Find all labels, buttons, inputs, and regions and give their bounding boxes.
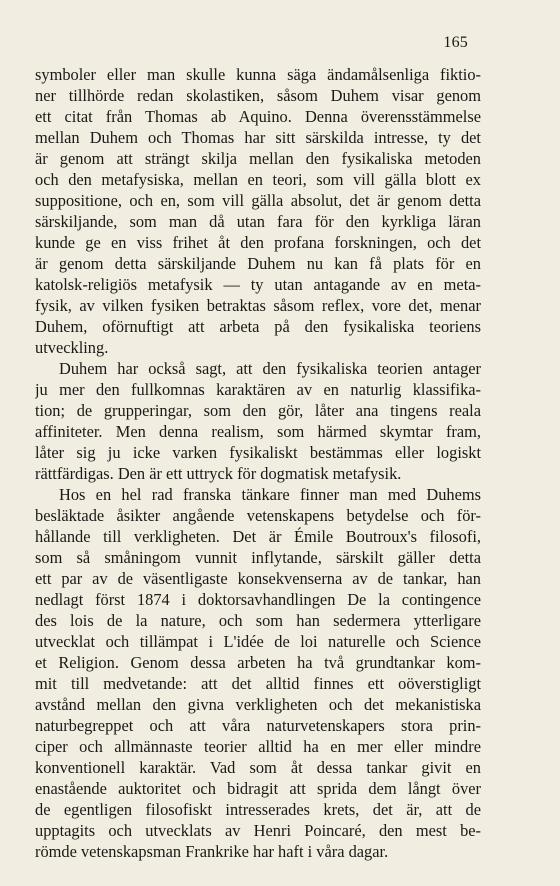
text-line: mit till medvetande: att det alltid finnes ett oöverstigligt [35, 674, 481, 693]
text-line: rättfärdigas. Den är ett uttryck för dogmatisk metafysik. [35, 464, 402, 483]
text-line: kunde ge en viss frihet åt den profana forskningen, och det [35, 233, 481, 252]
text-line: utvecklat och tillämpat i L'idée de loi naturelle och Science [35, 632, 481, 651]
text-line: låter sig ju icke varken fysikaliskt bestämmas eller logiskt [35, 443, 481, 462]
text-line: römde vetenskapsman Frankrike har haft i våra dagar. [35, 842, 389, 861]
text-line: som så småningom vunnit inflytande, särskilt gäller detta [35, 548, 481, 567]
text-line: fysik, av vilken fysiken betraktas såsom reflex, vore det, menar [35, 296, 481, 315]
body-text [35, 64, 481, 862]
text-line: ju mer den fullkomnas karaktären av en naturlig klassifika- [35, 380, 481, 399]
text-line: ett par av de väsentligaste konsekvenserna av de tankar, han [35, 569, 481, 588]
text-line: upptagits och utvecklats av Henri Poincaré, den mest be- [35, 821, 481, 840]
text-line: Hos en hel rad franska tänkare finner man med Duhems [59, 485, 481, 504]
text-line: affiniteter. Men denna realism, som härmed skymtar fram, [35, 422, 481, 441]
text-line: mellan Duhem och Thomas har sitt särskilda intresse, ty det [35, 128, 481, 147]
text-line: nedlagt först 1874 i doktorsavhandlingen De la contingence [35, 590, 481, 609]
text-line: är genom detta särskiljande Duhem nu kan få plats för en [35, 254, 481, 273]
text-line: hållande till verkligheten. Det är Émile Boutroux's filosofi, [35, 527, 481, 546]
text-line: et Religion. Genom dessa arbeten ha två grundtankar kom- [35, 653, 481, 672]
text-line: särskiljande, som man då utan fara för den kyrkliga läran [35, 212, 481, 231]
text-line: Duhem, oförnuftigt att arbeta på den fysikaliska teoriens [35, 317, 481, 336]
text-line: ner tillhörde redan skolastiken, såsom Duhem visar genom [35, 86, 481, 105]
text-line: Duhem har också sagt, att den fysikaliska teorien antager [59, 359, 481, 378]
text-line: des lois de la nature, och som han sedermera ytterligare [35, 611, 481, 630]
text-line: tion; de grupperingar, som den gör, låter ana tingens reala [35, 401, 481, 420]
text-line: ciper och allmännaste teorier alltid ha en mer eller mindre [35, 737, 481, 756]
text-line: är genom att strängt skilja mellan den fysikaliska metoden [35, 149, 481, 168]
text-line: konventionell karaktär. Vad som åt dessa tankar givit en [35, 758, 481, 777]
text-line: enastående auktoritet och bidragit att sprida dem långt över [35, 779, 481, 798]
text-line: utveckling. [35, 338, 109, 357]
text-line: symboler eller man skulle kunna säga ändamålsenliga fiktio- [35, 65, 481, 84]
text-line: suppositione, och en, som vill gälla absolut, det är genom detta [35, 191, 481, 210]
text-line: naturbegreppet och att våra naturvetenskapers stora prin- [35, 716, 481, 735]
text-line: ett citat från Thomas ab Aquino. Denna överensstämmelse [35, 107, 481, 126]
page-number: 165 [443, 34, 468, 51]
text-line: besläktade åsikter angående vetenskapens betydelse och för- [35, 506, 481, 525]
text-line: de egentligen filosofiskt intresserades krets, det är, att de [35, 800, 481, 819]
text-line: avstånd mellan den givna verkligheten och det mekanistiska [35, 695, 481, 714]
text-line: katolsk-religiös metafysik — ty utan antagande av en meta- [35, 275, 481, 294]
text-line: och den metafysiska, mellan en teori, som vill gälla blott ex [35, 170, 481, 189]
